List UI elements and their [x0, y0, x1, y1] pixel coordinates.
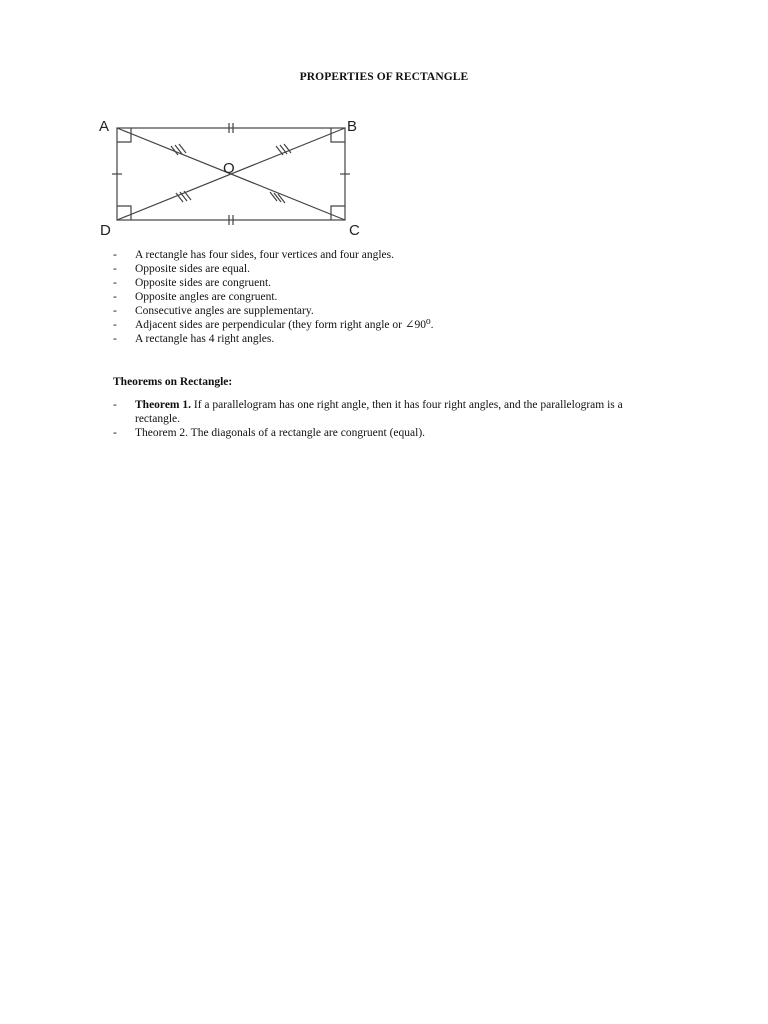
theorem-lead: Theorem 2. [135, 427, 189, 439]
list-item: - Opposite sides are congruent. [113, 277, 272, 289]
theorems-list [113, 398, 635, 440]
vertex-label-d: D [100, 222, 111, 239]
vertex-label-b: B [347, 118, 358, 135]
list-item: - A rectangle has 4 right angles. [113, 333, 275, 345]
list-item: - Opposite sides are equal. [113, 263, 250, 275]
theorems-heading: Theorems on Rectangle: [113, 376, 233, 388]
rectangle-diagram [92, 112, 382, 242]
page-title: PROPERTIES OF RECTANGLE [299, 71, 469, 83]
vertex-label-c: C [349, 222, 360, 239]
theorem-text: The diagonals of a rectangle are congruent (equal). [188, 427, 426, 439]
right-angle-mark-c [331, 206, 345, 220]
properties-list [113, 248, 655, 346]
theorem-item: - Theorem 1. If a parallelogram has one right angle, then it has four right angles, and the parallelogram is a rectangle. [113, 399, 623, 425]
list-item: - Opposite angles are congruent. [113, 291, 278, 303]
theorem-item: - Theorem 2. The diagonals of a rectangle are congruent (equal). [113, 427, 426, 439]
list-item: - A rectangle has four sides, four vertices and four angles. [113, 249, 394, 261]
theorem-text: If a parallelogram has one right angle, then it has four right angles, and the parallelogram is a rectangle. [135, 399, 623, 425]
right-angle-mark-b [331, 128, 345, 142]
vertex-label-o: O [223, 160, 235, 177]
right-angle-mark-a [117, 128, 131, 142]
tick-mark-oc [270, 192, 285, 203]
right-angle-mark-d [117, 206, 131, 220]
list-item: - Adjacent sides are perpendicular (they form right angle or ∠90⁰. [113, 319, 434, 331]
theorem-lead: Theorem 1. [135, 399, 192, 411]
vertex-label-a: A [99, 118, 110, 135]
list-item: - Consecutive angles are supplementary. [113, 305, 314, 317]
